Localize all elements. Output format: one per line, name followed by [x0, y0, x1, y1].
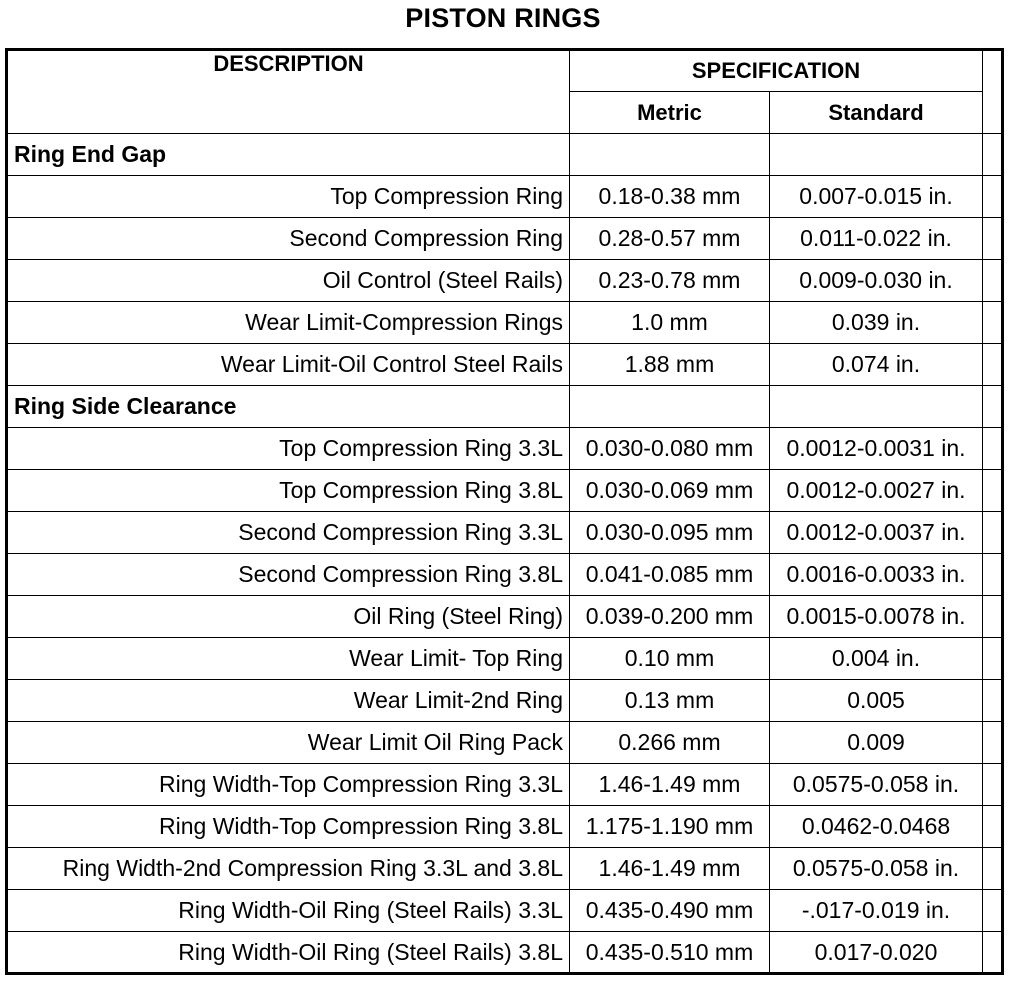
row-metric-value: 0.030-0.080 mm [570, 428, 770, 470]
header-standard: Standard [770, 92, 983, 134]
row-standard-value: 0.017-0.020 [770, 932, 983, 974]
row-standard-value: 0.004 in. [770, 638, 983, 680]
edge-cell [983, 470, 1003, 512]
row-standard-value: 0.0012-0.0037 in. [770, 512, 983, 554]
table-row [7, 428, 1003, 470]
table-row [7, 176, 1003, 218]
row-standard-value: 0.0575-0.058 in. [770, 848, 983, 890]
table-row [7, 344, 1003, 386]
edge-cell [983, 302, 1003, 344]
edge-cell [983, 512, 1003, 554]
row-standard-value: 0.0012-0.0031 in. [770, 428, 983, 470]
table-row [7, 680, 1003, 722]
section-metric-empty [570, 134, 770, 176]
row-standard-value: 0.0575-0.058 in. [770, 764, 983, 806]
row-standard-value: -.017-0.019 in. [770, 890, 983, 932]
row-description: Ring Width-Oil Ring (Steel Rails) 3.8L [7, 932, 570, 974]
edge-cell [983, 806, 1003, 848]
edge-cell [983, 428, 1003, 470]
piston-rings-spec-table [5, 48, 1004, 975]
row-standard-value: 0.009 [770, 722, 983, 764]
table-row [7, 596, 1003, 638]
section-standard-empty [770, 134, 983, 176]
edge-cell [983, 848, 1003, 890]
row-description: Wear Limit-2nd Ring [7, 680, 570, 722]
row-description: Ring Width-Top Compression Ring 3.8L [7, 806, 570, 848]
row-metric-value: 0.041-0.085 mm [570, 554, 770, 596]
table-row [7, 218, 1003, 260]
table-row [7, 302, 1003, 344]
row-standard-value: 0.039 in. [770, 302, 983, 344]
table-row [7, 932, 1003, 974]
table-row [7, 848, 1003, 890]
row-metric-value: 0.030-0.095 mm [570, 512, 770, 554]
row-description: Ring Width-Oil Ring (Steel Rails) 3.3L [7, 890, 570, 932]
edge-cell [983, 176, 1003, 218]
edge-cell [983, 638, 1003, 680]
table-row [7, 638, 1003, 680]
row-metric-value: 0.13 mm [570, 680, 770, 722]
table-row [7, 554, 1003, 596]
table-row [7, 512, 1003, 554]
table-row [7, 890, 1003, 932]
edge-cell [983, 764, 1003, 806]
edge-cell [983, 386, 1003, 428]
edge-cell [983, 218, 1003, 260]
section-title: Ring Side Clearance [7, 386, 570, 428]
page-title: PISTON RINGS [405, 3, 601, 33]
row-metric-value: 0.030-0.069 mm [570, 470, 770, 512]
table-row [7, 470, 1003, 512]
header-row-1 [7, 50, 1003, 92]
row-description: Wear Limit Oil Ring Pack [7, 722, 570, 764]
row-description: Oil Ring (Steel Ring) [7, 596, 570, 638]
row-description: Second Compression Ring [7, 218, 570, 260]
row-standard-value: 0.0462-0.0468 [770, 806, 983, 848]
row-standard-value: 0.005 [770, 680, 983, 722]
row-metric-value: 0.039-0.200 mm [570, 596, 770, 638]
row-standard-value: 0.011-0.022 in. [770, 218, 983, 260]
table-row [7, 764, 1003, 806]
row-description: Ring Width-2nd Compression Ring 3.3L and 3.8L [7, 848, 570, 890]
row-metric-value: 0.266 mm [570, 722, 770, 764]
edge-cell [983, 134, 1003, 176]
row-description: Wear Limit- Top Ring [7, 638, 570, 680]
row-description: Second Compression Ring 3.8L [7, 554, 570, 596]
row-metric-value: 0.435-0.510 mm [570, 932, 770, 974]
row-standard-value: 0.007-0.015 in. [770, 176, 983, 218]
row-description: Second Compression Ring 3.3L [7, 512, 570, 554]
row-metric-value: 1.88 mm [570, 344, 770, 386]
spec-table-body [7, 134, 1003, 974]
header-metric: Metric [570, 92, 770, 134]
row-standard-value: 0.0016-0.0033 in. [770, 554, 983, 596]
edge-column [983, 50, 1003, 134]
row-description: Wear Limit-Oil Control Steel Rails [7, 344, 570, 386]
row-standard-value: 0.0015-0.0078 in. [770, 596, 983, 638]
edge-cell [983, 554, 1003, 596]
row-standard-value: 0.074 in. [770, 344, 983, 386]
table-row [7, 722, 1003, 764]
header-specification: SPECIFICATION [570, 50, 983, 92]
row-description: Ring Width-Top Compression Ring 3.3L [7, 764, 570, 806]
header-description: DESCRIPTION [7, 50, 570, 134]
table-row [7, 806, 1003, 848]
table-row [7, 260, 1003, 302]
section-row [7, 134, 1003, 176]
row-metric-value: 1.46-1.49 mm [570, 764, 770, 806]
row-metric-value: 0.18-0.38 mm [570, 176, 770, 218]
section-standard-empty [770, 386, 983, 428]
row-standard-value: 0.009-0.030 in. [770, 260, 983, 302]
row-description: Top Compression Ring 3.8L [7, 470, 570, 512]
edge-cell [983, 890, 1003, 932]
row-description: Oil Control (Steel Rails) [7, 260, 570, 302]
row-description: Wear Limit-Compression Rings [7, 302, 570, 344]
edge-cell [983, 722, 1003, 764]
row-metric-value: 0.28-0.57 mm [570, 218, 770, 260]
edge-cell [983, 596, 1003, 638]
edge-cell [983, 260, 1003, 302]
section-metric-empty [570, 386, 770, 428]
section-row [7, 386, 1003, 428]
row-description: Top Compression Ring 3.3L [7, 428, 570, 470]
row-metric-value: 0.10 mm [570, 638, 770, 680]
row-metric-value: 1.175-1.190 mm [570, 806, 770, 848]
row-standard-value: 0.0012-0.0027 in. [770, 470, 983, 512]
row-metric-value: 0.23-0.78 mm [570, 260, 770, 302]
section-title: Ring End Gap [7, 134, 570, 176]
row-description: Top Compression Ring [7, 176, 570, 218]
edge-cell [983, 344, 1003, 386]
row-metric-value: 0.435-0.490 mm [570, 890, 770, 932]
row-metric-value: 1.0 mm [570, 302, 770, 344]
row-metric-value: 1.46-1.49 mm [570, 848, 770, 890]
edge-cell [983, 680, 1003, 722]
edge-cell [983, 932, 1003, 974]
